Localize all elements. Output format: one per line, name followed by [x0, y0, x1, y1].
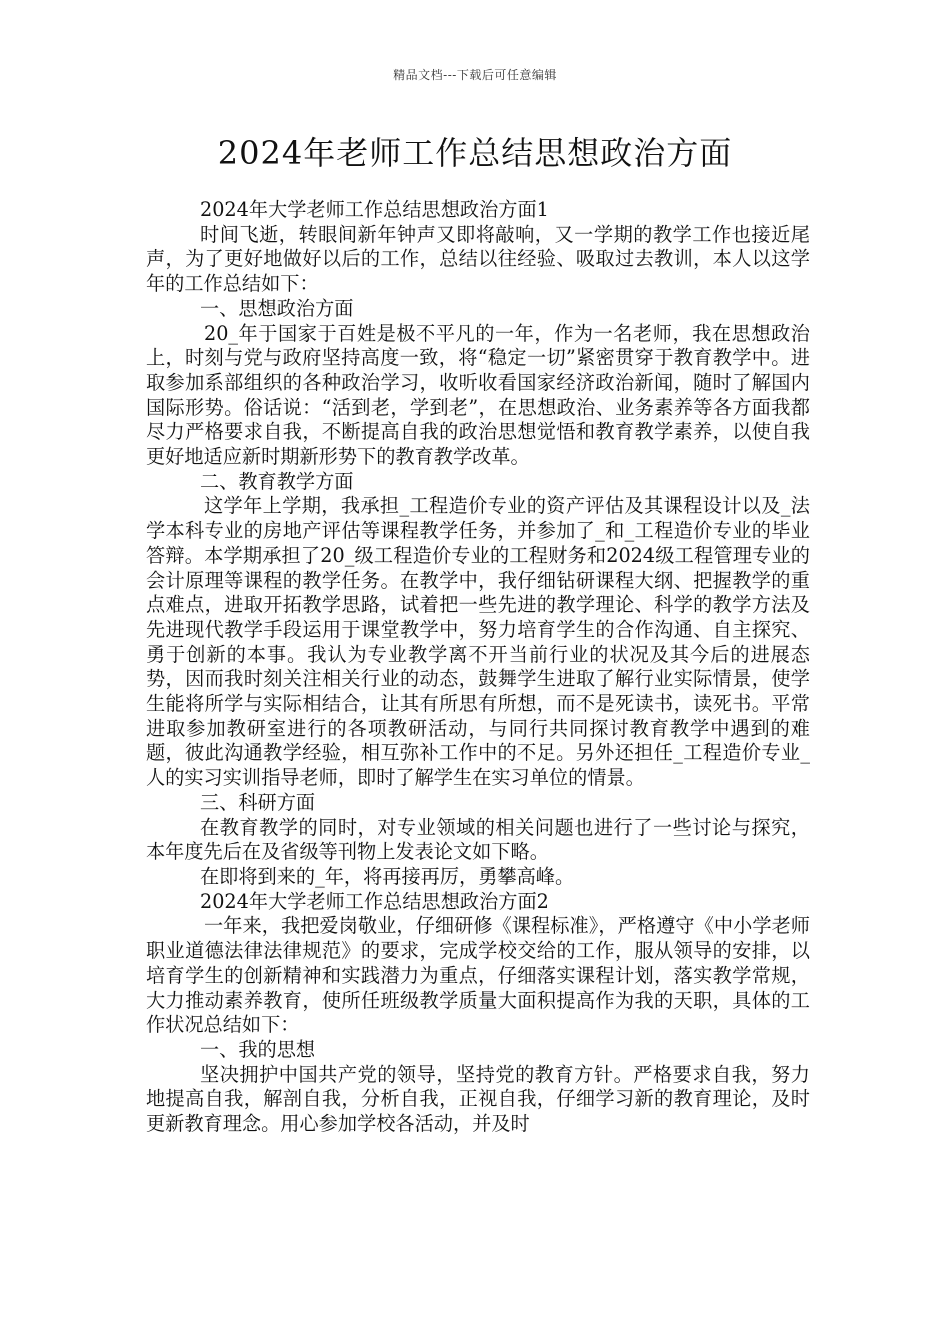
document-header-note: 精品文档---下载后可任意编辑: [393, 68, 557, 82]
body-paragraph: 这学年上学期，我承担_工程造价专业的资产评估及其课程设计以及_法学本科专业的房地产评估等课程教学任务，并参加了_和_工程造价专业的毕业答辩。本学期承担了20_级工程造价专业的工程财务和2024级工程管理专业的会计原理等课程的教学任务。在教学中，我仔细钻研课程大纲、把握教学的重点难点，进取开拓教学思路，试着把一些先进的教学理论、科学的教学方法及先进现代教学手段运用于课堂教学中，努力培育学生的合作沟通、自主探究、勇于创新的本事。我认为专业教学离不开当前行业的状况及其今后的进展态势，因而我时刻关注相关行业的动态，鼓舞学生进取了解行业实际情景，使学生能将所学与实际相结合，让其有所思有所想，而不是死读书，读死书。平常进取参加教研室进行的各项教研活动，与同行共同探讨教育教学中遇到的难题，彼此沟通教学经验，相互弥补工作中的不足。另外还担任_工程造价专业_人的实习实训指导老师，即时了解学生在实习单位的情景。: [146, 494, 810, 790]
body-paragraph: 在即将到来的_年，将再接再厉，勇攀高峰。: [200, 864, 575, 888]
section-heading: 一、我的思想: [200, 1037, 316, 1061]
section-heading: 二、教育教学方面: [200, 469, 354, 493]
document-title: 2024年老师工作总结思想政治方面: [217, 134, 733, 172]
section-heading: 一、思想政治方面: [200, 296, 354, 320]
body-paragraph: 坚决拥护中国共产党的领导，坚持党的教育方针。严格要求自我，努力地提高自我，解剖自我，分析自我，正视自我，仔细学习新的教育理论，及时更新教育理念。用心参加学校各活动，并及时: [146, 1062, 810, 1136]
document-body: [146, 198, 810, 1137]
body-paragraph: 一年来，我把爱岗敬业，仔细研修《课程标准》，严格遵守《中小学老师职业道德法律法律规范》的要求，完成学校交给的工作，服从领导的安排，以培育学生的创新精神和实践潜力为重点，仔细落实课程计划，落实教学常规，大力推动素养教育，使所任班级教学质量大面积提高作为我的天职，具体的工作状况总结如下：: [146, 914, 810, 1037]
body-paragraph: 在教育教学的同时，对专业领域的相关问题也进行了一些讨论与探究，本年度先后在及省级等刊物上发表论文如下略。: [146, 815, 810, 864]
section-heading: 2024年大学老师工作总结思想政治方面1: [200, 198, 549, 221]
body-paragraph: 时间飞逝，转眼间新年钟声又即将敲响，又一学期的教学工作也接近尾声，为了更好地做好以后的工作，总结以往经验、吸取过去教训，本人以这学年的工作总结如下：: [146, 222, 810, 296]
body-paragraph: 20_年于国家于百姓是极不平凡的一年，作为一名老师，我在思想政治上，时刻与党与政府坚持高度一致，将“稳定一切”紧密贯穿于教育教学中。进取参加系部组织的各种政治学习，收听收看国家经济政治新闻，随时了解国内国际形势。俗话说：“活到老，学到老”，在思想政治、业务素养等各方面我都尽力严格要求自我，不断提高自我的政治思想觉悟和教育教学素养，以使自我更好地适应新时期新形势下的教育教学改革。: [146, 321, 810, 469]
section-heading: 三、科研方面: [200, 790, 316, 814]
section-heading: 2024年大学老师工作总结思想政治方面2: [200, 889, 549, 913]
